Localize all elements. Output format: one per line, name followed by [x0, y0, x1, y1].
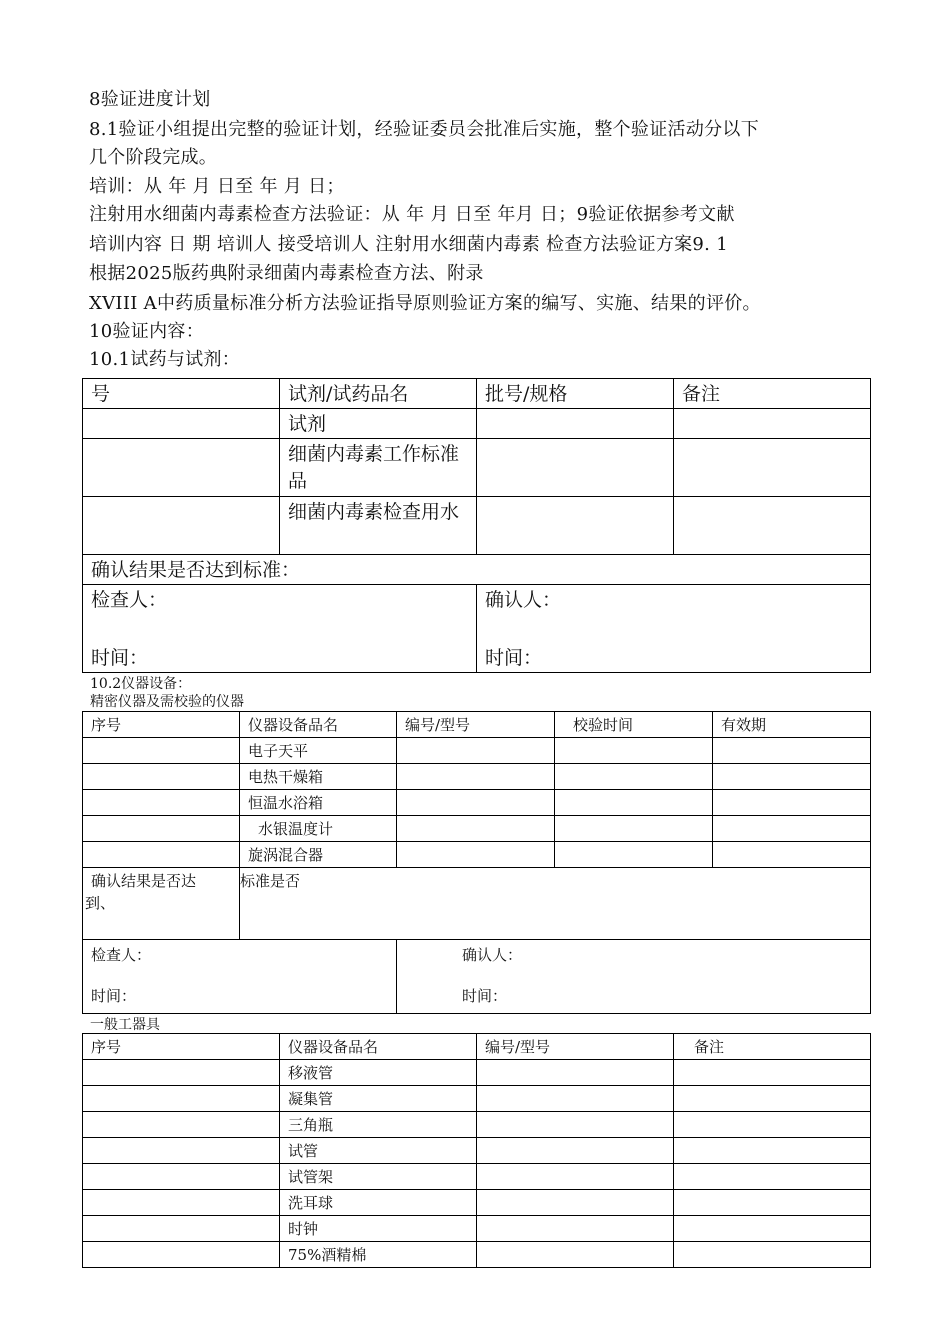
table-cell: 细菌内毒素检查用水 — [280, 497, 477, 555]
table-cell: 细菌内毒素工作标准品 — [280, 439, 477, 497]
table-row — [83, 816, 871, 842]
subsection-heading: 一般工器具 — [90, 1017, 160, 1033]
table-header-row — [83, 712, 871, 738]
table-cell — [477, 1164, 674, 1190]
table-cell — [555, 816, 713, 842]
table-row — [83, 1242, 871, 1268]
table-row — [83, 409, 871, 439]
table-cell — [83, 738, 240, 764]
signature-row — [83, 940, 871, 1014]
table-cell — [674, 1138, 871, 1164]
checker-label: 检查人： — [91, 946, 152, 964]
table-cell: 时钟 — [280, 1216, 477, 1242]
table-row — [83, 497, 871, 555]
table-cell: 恒温水浴箱 — [240, 790, 397, 816]
table-cell — [555, 738, 713, 764]
checker-label: 检查人： — [91, 589, 168, 611]
column-header: 序号 — [83, 712, 240, 738]
section-heading: 10验证内容： — [89, 321, 205, 342]
table-cell — [477, 497, 674, 555]
table-row — [83, 1216, 871, 1242]
paragraph-line: 根据2025版药典附录细菌内毒素检查方法、附录 — [89, 263, 484, 284]
table-cell — [83, 439, 280, 497]
table-cell — [83, 1242, 280, 1268]
paragraph-line: 培训：从 年 月 日至 年 月 日； — [89, 176, 345, 197]
table-cell — [555, 790, 713, 816]
table-row — [83, 1060, 871, 1086]
table-cell — [674, 1060, 871, 1086]
table-cell: 水银温度计 — [240, 816, 397, 842]
table-cell — [83, 1112, 280, 1138]
confirmer-label: 确认人： — [462, 946, 523, 964]
table-cell — [477, 409, 674, 439]
paragraph-line: 8.1验证小组提出完整的验证计划，经验证委员会批准后实施，整个验证活动分以下 — [89, 119, 760, 140]
table-cell — [674, 497, 871, 555]
confirm-result-label — [83, 868, 240, 940]
table-row — [83, 764, 871, 790]
table-cell — [477, 439, 674, 497]
table-cell — [477, 1086, 674, 1112]
table-cell — [397, 764, 555, 790]
table-cell — [477, 1138, 674, 1164]
table-cell — [555, 842, 713, 868]
table-header-row — [83, 379, 871, 409]
table-cell — [477, 1242, 674, 1268]
table-cell — [83, 790, 240, 816]
table-cell — [674, 1242, 871, 1268]
confirm-row — [83, 868, 871, 940]
table-cell — [674, 1164, 871, 1190]
table-cell — [397, 816, 555, 842]
table-row — [83, 842, 871, 868]
column-header: 号 — [83, 379, 280, 409]
table-cell — [83, 842, 240, 868]
table-cell: 试管架 — [280, 1164, 477, 1190]
section-heading: 10.2仪器设备： — [90, 676, 192, 692]
column-header: 仪器设备品名 — [240, 712, 397, 738]
table-cell — [83, 1060, 280, 1086]
column-header: 序号 — [83, 1034, 280, 1060]
table-cell: 试剂 — [280, 409, 477, 439]
table-row — [83, 1086, 871, 1112]
time-label: 时间： — [91, 987, 137, 1005]
reagents-table — [82, 378, 871, 673]
table-cell: 洗耳球 — [280, 1190, 477, 1216]
confirmer-cell — [477, 585, 871, 673]
table-cell — [555, 764, 713, 790]
signature-row — [83, 585, 871, 673]
table-cell — [397, 790, 555, 816]
column-header: 备注 — [674, 1034, 871, 1060]
table-cell — [674, 439, 871, 497]
paragraph-line: 培训内容 日 期 培训人 接受培训人 注射用水细菌内毒素 检查方法验证方案9. 1 — [89, 234, 728, 255]
table-row — [83, 1190, 871, 1216]
column-header: 试剂/试药品名 — [280, 379, 477, 409]
column-header: 校验时间 — [555, 712, 713, 738]
table-cell — [83, 409, 280, 439]
instruments-table — [82, 711, 871, 1014]
table-cell: 凝集管 — [280, 1086, 477, 1112]
table-cell — [674, 1216, 871, 1242]
table-cell — [83, 1138, 280, 1164]
time-label: 时间： — [91, 647, 149, 669]
table-cell — [713, 842, 871, 868]
table-cell — [397, 738, 555, 764]
section-heading: 8验证进度计划 — [89, 89, 211, 110]
table-cell: 移液管 — [280, 1060, 477, 1086]
confirm-result-value: 标准是否 — [240, 868, 871, 940]
confirm-row — [83, 555, 871, 585]
column-header: 编号/型号 — [397, 712, 555, 738]
table-cell — [477, 1112, 674, 1138]
table-cell: 电子天平 — [240, 738, 397, 764]
checker-cell — [83, 585, 477, 673]
table-cell: 75%酒精棉 — [280, 1242, 477, 1268]
table-row — [83, 738, 871, 764]
table-row — [83, 790, 871, 816]
table-cell — [477, 1216, 674, 1242]
confirm-result-label: 确认结果是否达到标准： — [83, 555, 871, 585]
column-header: 批号/规格 — [477, 379, 674, 409]
paragraph-line: XVIII A中药质量标准分析方法验证指导原则验证方案的编写、实施、结果的评价。 — [89, 293, 761, 314]
checker-cell — [83, 940, 397, 1014]
table-cell: 试管 — [280, 1138, 477, 1164]
table-cell: 电热干燥箱 — [240, 764, 397, 790]
table-cell — [674, 1112, 871, 1138]
table-row — [83, 439, 871, 497]
table-cell: 三角瓶 — [280, 1112, 477, 1138]
table-cell — [83, 1190, 280, 1216]
table-cell — [83, 764, 240, 790]
table-row — [83, 1112, 871, 1138]
section-heading: 10.1试药与试剂： — [89, 349, 241, 370]
table-cell — [397, 842, 555, 868]
table-cell — [83, 1216, 280, 1242]
table-cell: 旋涡混合器 — [240, 842, 397, 868]
table-cell — [477, 1190, 674, 1216]
table-cell — [713, 816, 871, 842]
table-header-row — [83, 1034, 871, 1060]
column-header: 有效期 — [713, 712, 871, 738]
table-row — [83, 1138, 871, 1164]
column-header: 仪器设备品名 — [280, 1034, 477, 1060]
table-cell — [713, 790, 871, 816]
table-cell — [674, 409, 871, 439]
paragraph-line: 注射用水细菌内毒素检查方法验证：从 年 月 日至 年月 日；9验证依据参考文献 — [89, 204, 735, 225]
tools-table — [82, 1033, 871, 1268]
column-header: 备注 — [674, 379, 871, 409]
table-cell — [713, 764, 871, 790]
table-cell — [674, 1190, 871, 1216]
table-cell — [477, 1060, 674, 1086]
paragraph-line: 几个阶段完成。 — [89, 147, 218, 168]
confirmer-cell — [397, 940, 871, 1014]
table-cell — [713, 738, 871, 764]
table-cell — [83, 816, 240, 842]
subsection-heading: 精密仪器及需校验的仪器 — [90, 694, 244, 710]
confirm-result-text: 确认结果是否达到、 — [85, 872, 197, 912]
column-header: 编号/型号 — [477, 1034, 674, 1060]
table-cell — [83, 1164, 280, 1190]
table-cell — [83, 1086, 280, 1112]
table-row — [83, 1164, 871, 1190]
time-label: 时间： — [485, 647, 543, 669]
table-cell — [674, 1086, 871, 1112]
time-label: 时间： — [462, 987, 508, 1005]
confirmer-label: 确认人： — [485, 589, 562, 611]
table-cell — [83, 497, 280, 555]
